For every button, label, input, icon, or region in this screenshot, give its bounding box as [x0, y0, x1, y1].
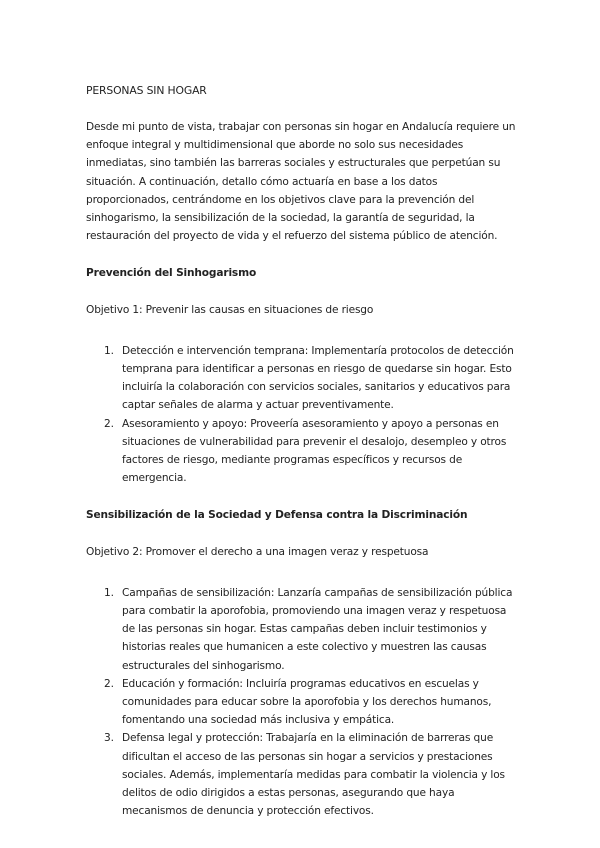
section-prevention: [86, 264, 516, 487]
list-item: [86, 729, 516, 820]
list-item: [86, 675, 516, 730]
list-item-text: Detección e intervención temprana: Implementaría protocolos de detección temprana para identificar a personas en riesgo de quedarse sin hogar. Esto incluiría la colaboración con servicios sociales, sanitarios y educativos para captar señales de alarma y actuar preventivamente.: [122, 344, 514, 412]
list-item-number: 1.: [104, 586, 114, 599]
intro-paragraph: Desde mi punto de vista, trabajar con personas sin hogar en Andalucía requiere un enfoque integral y multidimensional que aborde no solo sus necesidades inmediatas, sino también las barreras sociales y estructurales que perpetúan su situación. A continuación, detallo cómo actuaría en base a los datos proporcionados, centrándome en los objetivos clave para la prevención del sinhogarismo, la sensibilización de la sociedad, la garantía de seguridad, la restauración del proyecto de vida y el refuerzo del sistema público de atención.: [86, 121, 516, 243]
section-heading: Sensibilización de la Sociedad y Defensa contra la Discriminación: [86, 509, 468, 522]
objective-text: Objetivo 1: Prevenir las causas en situaciones de riesgo: [86, 303, 374, 316]
list-item-text: Defensa legal y protección: Trabajaría en la eliminación de barreras que dificultan el acceso de las personas sin hogar a servicios y prestaciones sociales. Además, implementaría medidas para combatir la violencia y los delitos de odio dirigidos a estas personas, asegurando que haya mecanismos de denuncia y protección efectivos.: [122, 732, 505, 818]
section-awareness: [86, 506, 516, 820]
document-title: PERSONAS SIN HOGAR: [86, 84, 207, 97]
list-item-number: 3.: [104, 732, 114, 745]
list-item: [86, 584, 516, 675]
list-item-text: Campañas de sensibilización: Lanzaría campañas de sensibilización pública para combatir la aporofobia, promoviendo una imagen veraz y respetuosa de las personas sin hogar. Estas campañas deben incluir testimonios y historias reales que humanicen a este colectivo y muestren las causas estructurales del sinhogarismo.: [122, 586, 513, 672]
section-heading: Prevención del Sinhogarismo: [86, 267, 257, 280]
numbered-list: [86, 584, 516, 821]
list-item-text: Asesoramiento y apoyo: Proveería asesoramiento y apoyo a personas en situaciones de vulnerabilidad para prevenir el desalojo, desempleo y otros factores de riesgo, mediante programas específicos y recursos de emergencia.: [122, 417, 507, 485]
list-item-number: 2.: [104, 677, 114, 690]
list-item-number: 1.: [104, 344, 114, 357]
document-page: [86, 82, 516, 821]
objective-text: Objetivo 2: Promover el derecho a una imagen veraz y respetuosa: [86, 545, 429, 558]
list-item: [86, 415, 516, 488]
list-item-number: 2.: [104, 417, 114, 430]
list-item-text: Educación y formación: Incluiría programas educativos en escuelas y comunidades para educar sobre la aporofobia y los derechos humanos, fomentando una sociedad más inclusiva y empática.: [122, 677, 492, 727]
list-item: [86, 342, 516, 415]
numbered-list: [86, 342, 516, 488]
